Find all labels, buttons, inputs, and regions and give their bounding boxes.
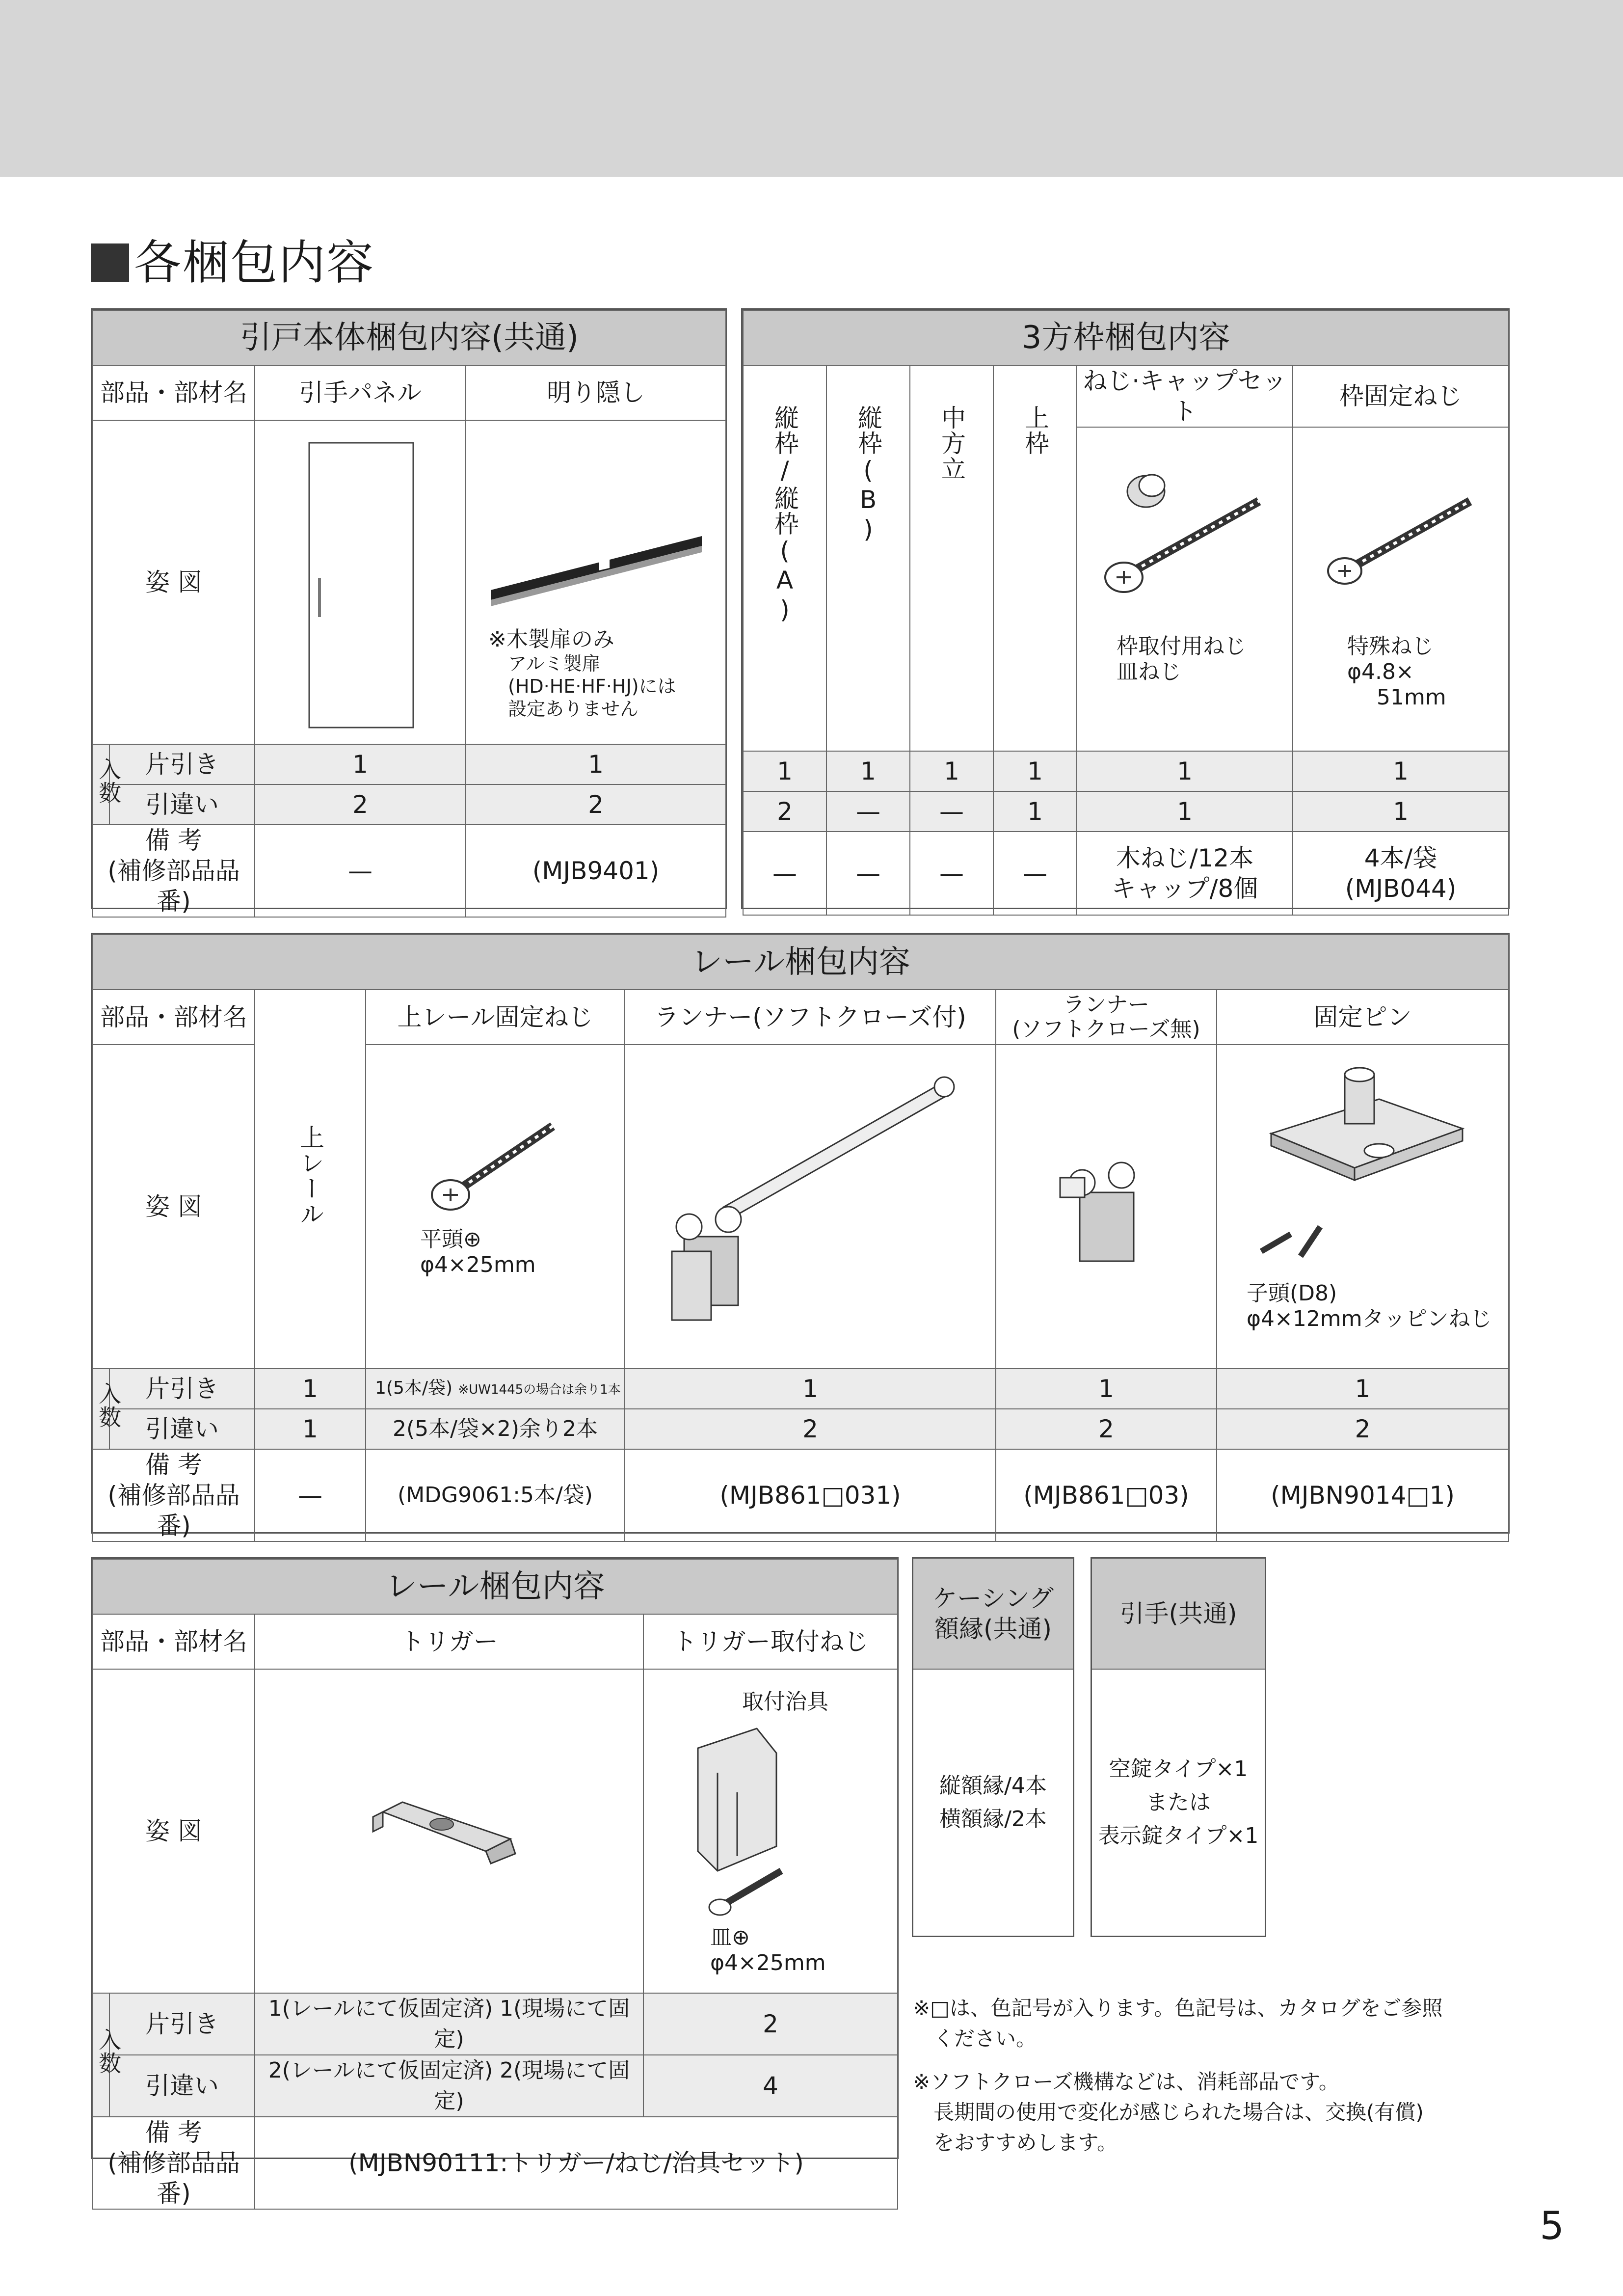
rail-package-table-2: レール梱包内容 部品・部材名 トリガー トリガー取付ねじ 姿 図 取付治具 皿⊕ φ4×25mm 入数 片引き 1(レールにて仮固定済) 1(現場にて固定) 2 引違い 2(レールにて仮固定済) 2(現場にて固定) 4 備 考 (補修部品品番) (MJBN90111:トリガー/ねじ/治具セット) (91, 1557, 899, 2159)
trigger-figure (255, 1669, 643, 1993)
wood-only-note: ※木製扉のみ (488, 627, 614, 652)
fixing-pin-figure: 子頭(D8) φ4×12mmタッピンねじ (1217, 1045, 1509, 1369)
screw-cap-icon (1077, 428, 1293, 634)
square-bullet-icon (91, 243, 129, 282)
door-panel-icon (255, 421, 466, 745)
qty-label: 入数 (93, 744, 109, 825)
remarks-label: 備 考 (補修部品品番) (93, 825, 255, 917)
screw-cap-figure: 枠取付用ねじ 皿ねじ (1077, 427, 1293, 751)
rail-package-table: レール梱包内容 部品・部材名 上レール 上レール固定ねじ ランナー(ソフトクローズ付) ランナー (ソフトクローズ無) 固定ピン 姿 図 平頭⊕ φ4×25mm 子頭(D8) φ4×12mmタッピンねじ 入数 片引き 1 1(5本/袋) ※UW1445の場合は余り1本 1 1 1 引違い 1 2(5本/袋×2)余り2本 2 2 2 備 考 (補修部品品番) — (MDG9061:5本/袋) (MJB861□031) (MJB861□03) (MJBN9014□1) (91, 933, 1510, 1534)
casing-frame-box: ケーシング 額縁(共通) 縦額縁/4本 横額縁/2本 (912, 1557, 1074, 1937)
mounting-jig-icon (644, 1709, 898, 1940)
rail-screw-figure: 平頭⊕ φ4×25mm (366, 1045, 625, 1369)
light-shield-icon (466, 421, 726, 637)
table-title: 引戸本体梱包内容(共通) (93, 310, 726, 365)
color-code-note: ※□は、色記号が入ります。色記号は、カタログをご参照 ください。 (913, 1996, 1443, 2051)
col-top-rail: 上レール (255, 990, 366, 1369)
trigger-screw-figure: 取付治具 皿⊕ φ4×25mm (643, 1669, 898, 1993)
pull-panel-figure (255, 420, 466, 744)
runner-soft-close-figure (625, 1045, 996, 1369)
soft-close-note: ※ソフトクローズ機構などは、消耗部品です。 長期間の使用で変化が感じられた場合は、交換(有償) をおすすめします。 (913, 2070, 1424, 2155)
light-shield-figure: ※木製扉のみ アルミ製扉 (HD·HE·HF·HJ)には 設定ありません (466, 420, 726, 744)
pull-handle-box: 引手(共通) 空錠タイプ×1 または 表示錠タイプ×1 (1091, 1557, 1266, 1937)
frame-screw-figure: 特殊ねじ φ4.8× 51mm (1293, 427, 1509, 751)
parts-label: 部品・部材名 (93, 365, 255, 420)
table-title: レール梱包内容 (93, 1559, 898, 1614)
page-number: 5 (1540, 2204, 1564, 2248)
trigger-icon (255, 1670, 644, 1994)
col-vertical-frame-b: 縦枠(B) (826, 365, 910, 751)
table-title: 3方枠梱包内容 (743, 310, 1509, 365)
frame-package-table: 3方枠梱包内容 縦枠/縦枠(A) 縦枠(B) 中方立 上枠 ねじ·キャップセット 枠固定ねじ 枠取付用ねじ 皿ねじ 特殊ねじ φ4.8× 51mm 1 1 1 1 1 1 2 — — 1 1 1 — — — — 木ねじ/12本 キャップ/8個 4本/袋 (MJB044) (741, 308, 1510, 909)
door-body-package-table: 引戸本体梱包内容(共通) 部品・部材名 引手パネル 明り隠し 姿 図 ※木製扉のみ アルミ製扉 (HD·HE·HF·HJ)には 設定ありません 入数 片引き 1 1 引違い 2 2 備 考 (補修部品品番) — (MJB9401) (91, 308, 727, 909)
special-screw-icon (1293, 428, 1509, 634)
runner-figure (996, 1045, 1217, 1369)
col-top-frame: 上枠 (993, 365, 1077, 751)
col-vertical-frame-a: 縦枠/縦枠(A) (743, 365, 826, 751)
fixing-pin-icon (1217, 1045, 1509, 1271)
figure-label: 姿 図 (93, 420, 255, 744)
runner-soft-close-icon (625, 1045, 996, 1369)
section-title: 各梱包内容 (91, 231, 374, 295)
col-pull-panel: 引手パネル (255, 365, 466, 420)
header-band (0, 0, 1623, 177)
col-frame-screw: 枠固定ねじ (1293, 365, 1509, 427)
runner-icon (996, 1045, 1217, 1369)
col-mullion: 中方立 (910, 365, 993, 751)
table-title: レール梱包内容 (93, 935, 1509, 990)
col-screw-cap-set: ねじ·キャップセット (1077, 365, 1293, 427)
col-light-shield: 明り隠し (466, 365, 726, 420)
flat-head-screw-icon (366, 1045, 625, 1242)
